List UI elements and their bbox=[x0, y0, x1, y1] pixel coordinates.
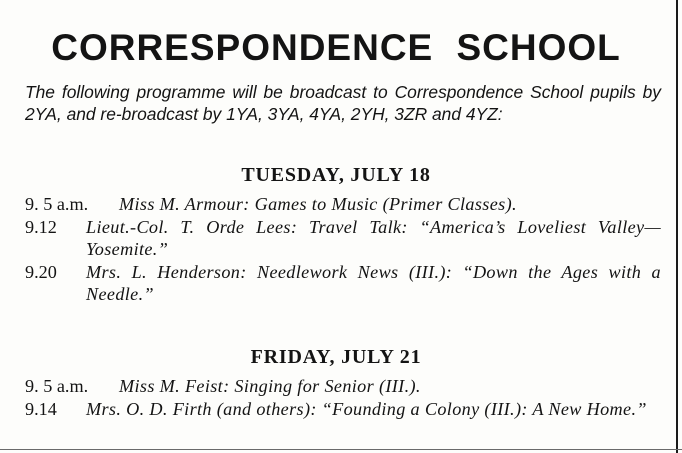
entry-description: Miss M. Feist: Singing for Senior (III.). bbox=[119, 376, 421, 396]
entry-description: Lieut.-Col. T. Orde Lees: Travel Talk: “America’s Loveliest Valley—Yosemite.” bbox=[86, 216, 661, 259]
bottom-rule bbox=[0, 449, 682, 450]
entry-time: 9.20 bbox=[25, 261, 57, 282]
column-rule bbox=[676, 0, 678, 453]
programme-entry bbox=[25, 216, 661, 261]
entry-time: 9.14 bbox=[25, 398, 57, 419]
entry-time: 9. 5 a.m. bbox=[25, 376, 89, 396]
programme-entry bbox=[25, 261, 661, 306]
programme-entry bbox=[25, 375, 661, 398]
entry-description: Mrs. L. Henderson: Needlework News (III.): “Down the Ages with a Needle.” bbox=[86, 261, 661, 304]
programme-entry bbox=[25, 193, 661, 216]
entry-time: 9.12 bbox=[25, 216, 57, 237]
intro-paragraph: The following programme will be broadcast to Correspondence School pupils by 2YA, and re-broadcast by 1YA, 3YA, 4YA, 2YH, 3ZR and 4YZ: bbox=[25, 82, 661, 124]
friday-programme-list bbox=[25, 375, 661, 420]
article-title: CORRESPONDENCE SCHOOL bbox=[51, 27, 621, 68]
tuesday-programme-list bbox=[25, 193, 661, 306]
entry-description: Miss M. Armour: Games to Music (Primer Classes). bbox=[119, 194, 517, 214]
day-heading-tuesday: TUESDAY, JULY 18 bbox=[241, 164, 431, 186]
programme-entry bbox=[25, 398, 661, 421]
day-heading-friday: FRIDAY, JULY 21 bbox=[250, 346, 422, 368]
entry-description: Mrs. O. D. Firth (and others): “Founding a Colony (III.): A New Home.” bbox=[86, 398, 647, 419]
entry-time: 9. 5 a.m. bbox=[25, 194, 89, 214]
